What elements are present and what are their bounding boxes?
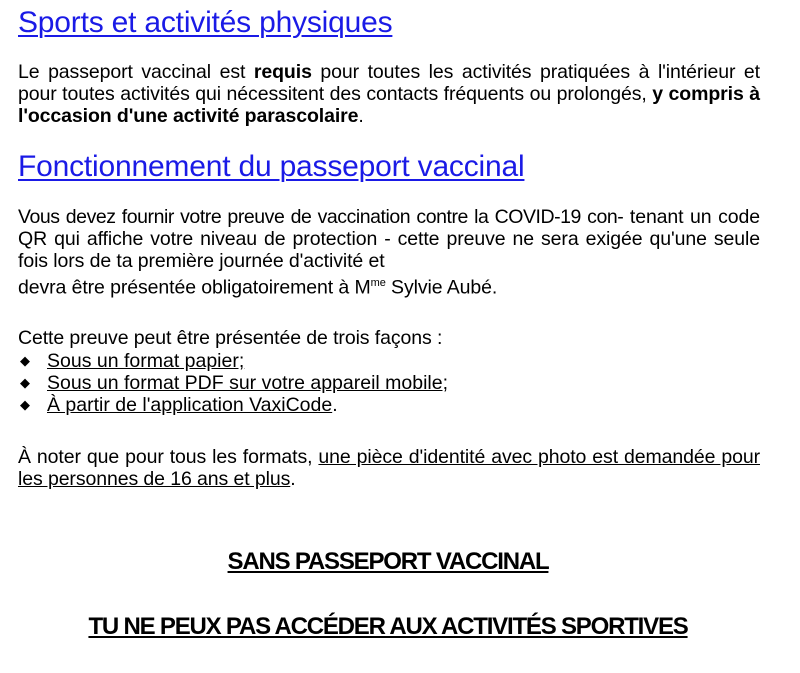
proof-format-list — [18, 350, 448, 416]
paragraph-id-note — [18, 446, 760, 490]
paragraph-text: À noter que pour tous les formats, — [18, 446, 319, 468]
list-item-end: . — [332, 394, 338, 416]
paragraph-text: Le passeport vaccinal est — [18, 61, 254, 83]
paragraph-end: . — [290, 468, 296, 490]
closing-warning-line1: SANS PASSEPORT VACCINAL — [227, 548, 549, 575]
id-requirement-underlined: une pièce d'identité avec photo est demandée pour les personnes de 16 ans et plus — [18, 446, 760, 490]
paragraph-line: Vous devez fournir votre preuve de vaccination contre la COVID-19 con- — [18, 206, 624, 228]
list-item — [18, 350, 448, 372]
paragraph-end: . — [358, 105, 364, 127]
paragraph-text: pour toutes les activités pratiquées à l'intérieur et pour toutes activités qui nécessitent des contacts fréquents ou prolongés, — [18, 61, 760, 105]
paragraph-line: Sylvie Aubé. — [385, 276, 498, 299]
bold-extracurricular: y compris à l'occasion d'une activité parascolaire — [18, 83, 760, 127]
paragraph-methods: Cette preuve peut être présentée de trois façons : — [18, 327, 443, 349]
list-item — [18, 372, 448, 394]
bold-required: requis — [253, 61, 312, 83]
paragraph-proof — [18, 206, 760, 299]
closing-warning-line2: TU NE PEUX PAS ACCÉDER AUX ACTIVITÉS SPORTIVES — [88, 613, 688, 640]
list-item — [18, 394, 448, 416]
diamond-bullet-icon: ◆ — [20, 353, 30, 368]
section-heading-passport: Fonctionnement du passeport vaccinal — [18, 150, 525, 183]
paragraph-sports — [18, 61, 760, 127]
paragraph-line: devra être présentée obligatoirement à M — [18, 276, 371, 299]
paragraph-line: ne sera exigée qu'une seule fois lors de ta première journée d'activité et — [18, 228, 760, 272]
list-item-text: Sous un format papier; — [47, 350, 245, 372]
list-item-text: Sous un format PDF sur votre appareil mobile; — [47, 372, 449, 394]
title-superscript: me — [370, 277, 386, 289]
diamond-bullet-icon: ◆ — [20, 397, 30, 412]
diamond-bullet-icon: ◆ — [20, 375, 30, 390]
paragraph-line: tenant un code QR qui affiche votre niveau de protection - cette preuve — [18, 206, 760, 250]
section-heading-sports: Sports et activités physiques — [18, 6, 393, 39]
list-item-text: À partir de l'application VaxiCode — [47, 394, 333, 416]
